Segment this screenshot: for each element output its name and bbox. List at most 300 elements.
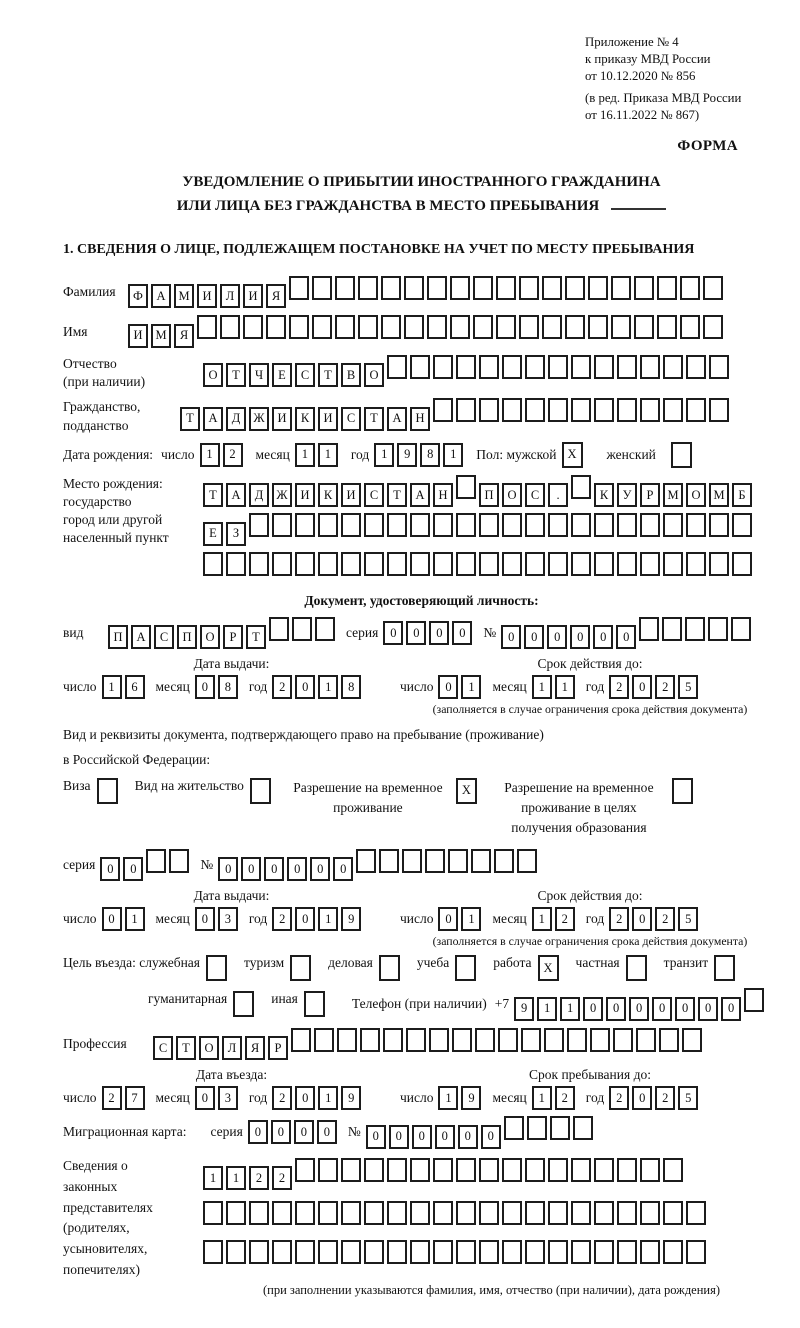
char-cell[interactable]: 5 [678, 675, 698, 699]
char-cell[interactable] [456, 1240, 476, 1264]
char-cell[interactable]: Р [268, 1036, 288, 1060]
char-cell[interactable] [542, 315, 562, 339]
char-cell[interactable] [617, 1158, 637, 1182]
char-cell[interactable]: Д [226, 407, 246, 431]
char-cell[interactable] [433, 552, 453, 576]
char-cell[interactable] [406, 1028, 426, 1052]
char-cell[interactable]: И [295, 483, 315, 507]
char-cell[interactable] [519, 315, 539, 339]
char-cell[interactable] [594, 398, 614, 422]
char-cell[interactable]: 0 [195, 675, 215, 699]
char-cell[interactable] [203, 1201, 223, 1225]
char-cell[interactable]: 0 [632, 675, 652, 699]
purpose-tourism-checkbox[interactable] [290, 955, 311, 981]
char-cell[interactable]: 0 [438, 675, 458, 699]
char-cell[interactable]: И [197, 284, 217, 308]
char-cell[interactable]: 2 [272, 1166, 292, 1190]
char-cell[interactable]: Я [174, 324, 194, 348]
purpose-business-checkbox[interactable] [379, 955, 400, 981]
char-cell[interactable] [527, 1116, 547, 1140]
visa-checkbox[interactable] [97, 778, 118, 804]
char-cell[interactable]: П [177, 625, 197, 649]
char-cell[interactable] [639, 617, 659, 641]
char-cell[interactable]: 0 [123, 857, 143, 881]
char-cell[interactable] [433, 1158, 453, 1182]
char-cell[interactable] [686, 398, 706, 422]
char-cell[interactable]: Ф [128, 284, 148, 308]
char-cell[interactable]: 1 [560, 997, 580, 1021]
char-cell[interactable] [314, 1028, 334, 1052]
char-cell[interactable]: Р [223, 625, 243, 649]
char-cell[interactable]: 0 [698, 997, 718, 1021]
char-cell[interactable] [450, 315, 470, 339]
char-cell[interactable]: 0 [406, 621, 426, 645]
char-cell[interactable] [318, 513, 338, 537]
char-cell[interactable] [571, 1201, 591, 1225]
char-cell[interactable]: 0 [271, 1120, 291, 1144]
purpose-transit-checkbox[interactable] [714, 955, 735, 981]
char-cell[interactable] [356, 849, 376, 873]
char-cell[interactable] [291, 1028, 311, 1052]
char-cell[interactable] [295, 1201, 315, 1225]
char-cell[interactable]: 3 [218, 1086, 238, 1110]
char-cell[interactable]: 2 [272, 1086, 292, 1110]
char-cell[interactable] [663, 1201, 683, 1225]
char-cell[interactable] [433, 398, 453, 422]
char-cell[interactable] [680, 276, 700, 300]
char-cell[interactable] [594, 1201, 614, 1225]
char-cell[interactable] [479, 1240, 499, 1264]
char-cell[interactable] [502, 1158, 522, 1182]
purpose-private-checkbox[interactable] [626, 955, 647, 981]
char-cell[interactable] [410, 355, 430, 379]
char-cell[interactable] [203, 552, 223, 576]
char-cell[interactable] [433, 355, 453, 379]
char-cell[interactable] [337, 1028, 357, 1052]
char-cell[interactable] [479, 513, 499, 537]
char-cell[interactable] [657, 315, 677, 339]
char-cell[interactable]: 1 [532, 1086, 552, 1110]
char-cell[interactable] [571, 355, 591, 379]
char-cell[interactable] [169, 849, 189, 873]
char-cell[interactable]: 0 [632, 907, 652, 931]
char-cell[interactable] [519, 276, 539, 300]
char-cell[interactable] [617, 398, 637, 422]
char-cell[interactable]: П [479, 483, 499, 507]
residence-permit-checkbox[interactable] [250, 778, 271, 804]
char-cell[interactable] [381, 276, 401, 300]
char-cell[interactable] [709, 513, 729, 537]
char-cell[interactable] [685, 617, 705, 641]
char-cell[interactable] [521, 1028, 541, 1052]
char-cell[interactable] [663, 513, 683, 537]
char-cell[interactable] [663, 1158, 683, 1182]
char-cell[interactable]: А [387, 407, 407, 431]
char-cell[interactable]: Т [176, 1036, 196, 1060]
char-cell[interactable] [567, 1028, 587, 1052]
char-cell[interactable]: 0 [438, 907, 458, 931]
char-cell[interactable] [404, 315, 424, 339]
char-cell[interactable]: 0 [248, 1120, 268, 1144]
char-cell[interactable]: 1 [461, 675, 481, 699]
char-cell[interactable] [686, 355, 706, 379]
char-cell[interactable] [496, 276, 516, 300]
char-cell[interactable] [197, 315, 217, 339]
char-cell[interactable]: 8 [420, 443, 440, 467]
char-cell[interactable] [571, 1240, 591, 1264]
char-cell[interactable]: И [272, 407, 292, 431]
char-cell[interactable]: 1 [226, 1166, 246, 1190]
char-cell[interactable] [387, 1201, 407, 1225]
char-cell[interactable] [594, 513, 614, 537]
char-cell[interactable]: 9 [397, 443, 417, 467]
char-cell[interactable]: 0 [652, 997, 672, 1021]
char-cell[interactable]: П [108, 625, 128, 649]
char-cell[interactable]: 1 [443, 443, 463, 467]
char-cell[interactable] [613, 1028, 633, 1052]
char-cell[interactable] [525, 1201, 545, 1225]
char-cell[interactable] [433, 1201, 453, 1225]
char-cell[interactable] [640, 1201, 660, 1225]
char-cell[interactable]: 0 [593, 625, 613, 649]
char-cell[interactable]: 8 [341, 675, 361, 699]
char-cell[interactable] [731, 617, 751, 641]
char-cell[interactable]: 5 [678, 1086, 698, 1110]
char-cell[interactable]: Т [318, 363, 338, 387]
char-cell[interactable]: 0 [295, 675, 315, 699]
char-cell[interactable] [383, 1028, 403, 1052]
purpose-humanitarian-checkbox[interactable] [233, 991, 254, 1017]
purpose-other-checkbox[interactable] [304, 991, 325, 1017]
char-cell[interactable]: 0 [721, 997, 741, 1021]
char-cell[interactable]: М [709, 483, 729, 507]
char-cell[interactable] [341, 1201, 361, 1225]
char-cell[interactable] [364, 1158, 384, 1182]
char-cell[interactable] [387, 513, 407, 537]
char-cell[interactable]: 0 [524, 625, 544, 649]
char-cell[interactable] [272, 1201, 292, 1225]
char-cell[interactable]: 0 [452, 621, 472, 645]
char-cell[interactable]: 2 [249, 1166, 269, 1190]
char-cell[interactable] [473, 276, 493, 300]
char-cell[interactable] [243, 315, 263, 339]
char-cell[interactable]: Н [433, 483, 453, 507]
purpose-official-checkbox[interactable] [206, 955, 227, 981]
char-cell[interactable]: Т [226, 363, 246, 387]
char-cell[interactable]: Л [220, 284, 240, 308]
char-cell[interactable] [475, 1028, 495, 1052]
char-cell[interactable] [289, 315, 309, 339]
char-cell[interactable]: 2 [555, 1086, 575, 1110]
char-cell[interactable] [364, 513, 384, 537]
char-cell[interactable]: 0 [616, 625, 636, 649]
char-cell[interactable]: 1 [438, 1086, 458, 1110]
char-cell[interactable]: 1 [374, 443, 394, 467]
char-cell[interactable] [381, 315, 401, 339]
char-cell[interactable] [708, 617, 728, 641]
char-cell[interactable] [617, 1201, 637, 1225]
temp-residence-checkbox[interactable]: X [456, 778, 477, 804]
char-cell[interactable]: С [364, 483, 384, 507]
char-cell[interactable] [663, 1240, 683, 1264]
char-cell[interactable] [456, 398, 476, 422]
char-cell[interactable] [387, 1158, 407, 1182]
char-cell[interactable]: С [341, 407, 361, 431]
char-cell[interactable] [744, 988, 764, 1012]
char-cell[interactable] [502, 1201, 522, 1225]
char-cell[interactable] [571, 398, 591, 422]
char-cell[interactable] [548, 398, 568, 422]
char-cell[interactable] [448, 849, 468, 873]
char-cell[interactable]: С [153, 1036, 173, 1060]
char-cell[interactable]: 2 [609, 1086, 629, 1110]
char-cell[interactable]: 0 [241, 857, 261, 881]
char-cell[interactable]: Н [410, 407, 430, 431]
char-cell[interactable]: 1 [532, 907, 552, 931]
char-cell[interactable] [686, 1240, 706, 1264]
char-cell[interactable]: 2 [609, 675, 629, 699]
char-cell[interactable] [496, 315, 516, 339]
char-cell[interactable]: 1 [532, 675, 552, 699]
char-cell[interactable] [479, 552, 499, 576]
char-cell[interactable]: 0 [481, 1125, 501, 1149]
char-cell[interactable]: 0 [389, 1125, 409, 1149]
char-cell[interactable] [611, 315, 631, 339]
temp-residence-edu-checkbox[interactable] [672, 778, 693, 804]
char-cell[interactable] [364, 1201, 384, 1225]
char-cell[interactable] [573, 1116, 593, 1140]
char-cell[interactable] [433, 513, 453, 537]
char-cell[interactable]: М [663, 483, 683, 507]
char-cell[interactable] [358, 315, 378, 339]
char-cell[interactable]: 1 [318, 1086, 338, 1110]
char-cell[interactable] [709, 398, 729, 422]
char-cell[interactable] [662, 617, 682, 641]
char-cell[interactable] [341, 513, 361, 537]
char-cell[interactable] [410, 552, 430, 576]
char-cell[interactable] [364, 552, 384, 576]
char-cell[interactable]: 0 [501, 625, 521, 649]
char-cell[interactable] [249, 1240, 269, 1264]
char-cell[interactable]: К [318, 483, 338, 507]
char-cell[interactable]: О [502, 483, 522, 507]
char-cell[interactable] [433, 1240, 453, 1264]
char-cell[interactable]: . [548, 483, 568, 507]
char-cell[interactable]: 9 [514, 997, 534, 1021]
char-cell[interactable] [636, 1028, 656, 1052]
char-cell[interactable]: М [151, 324, 171, 348]
char-cell[interactable]: И [341, 483, 361, 507]
char-cell[interactable] [402, 849, 422, 873]
char-cell[interactable] [659, 1028, 679, 1052]
char-cell[interactable]: Ч [249, 363, 269, 387]
char-cell[interactable]: 1 [318, 907, 338, 931]
char-cell[interactable]: 0 [195, 1086, 215, 1110]
char-cell[interactable]: Е [203, 522, 223, 546]
char-cell[interactable]: 0 [218, 857, 238, 881]
char-cell[interactable] [471, 849, 491, 873]
char-cell[interactable]: 1 [295, 443, 315, 467]
char-cell[interactable] [272, 513, 292, 537]
char-cell[interactable] [640, 355, 660, 379]
char-cell[interactable]: И [128, 324, 148, 348]
char-cell[interactable] [590, 1028, 610, 1052]
char-cell[interactable]: 0 [295, 907, 315, 931]
char-cell[interactable] [456, 513, 476, 537]
char-cell[interactable]: Б [732, 483, 752, 507]
char-cell[interactable] [358, 276, 378, 300]
char-cell[interactable]: Р [640, 483, 660, 507]
char-cell[interactable] [295, 513, 315, 537]
char-cell[interactable]: 2 [655, 1086, 675, 1110]
char-cell[interactable]: Т [364, 407, 384, 431]
char-cell[interactable]: 0 [675, 997, 695, 1021]
char-cell[interactable]: А [203, 407, 223, 431]
char-cell[interactable] [479, 355, 499, 379]
char-cell[interactable] [502, 513, 522, 537]
char-cell[interactable]: Л [222, 1036, 242, 1060]
char-cell[interactable] [502, 552, 522, 576]
char-cell[interactable]: И [318, 407, 338, 431]
char-cell[interactable] [360, 1028, 380, 1052]
char-cell[interactable] [594, 1240, 614, 1264]
char-cell[interactable]: Т [203, 483, 223, 507]
char-cell[interactable] [732, 513, 752, 537]
char-cell[interactable] [525, 1158, 545, 1182]
char-cell[interactable] [686, 552, 706, 576]
char-cell[interactable]: О [200, 625, 220, 649]
char-cell[interactable] [502, 398, 522, 422]
char-cell[interactable]: 2 [655, 675, 675, 699]
char-cell[interactable]: 2 [272, 907, 292, 931]
char-cell[interactable]: 0 [333, 857, 353, 881]
char-cell[interactable] [640, 398, 660, 422]
char-cell[interactable] [548, 1158, 568, 1182]
char-cell[interactable] [289, 276, 309, 300]
char-cell[interactable]: 9 [461, 1086, 481, 1110]
char-cell[interactable] [504, 1116, 524, 1140]
char-cell[interactable]: 1 [125, 907, 145, 931]
char-cell[interactable] [315, 617, 335, 641]
char-cell[interactable] [634, 315, 654, 339]
char-cell[interactable] [456, 1201, 476, 1225]
char-cell[interactable] [686, 1201, 706, 1225]
char-cell[interactable] [473, 315, 493, 339]
char-cell[interactable] [640, 1158, 660, 1182]
char-cell[interactable] [249, 1201, 269, 1225]
char-cell[interactable] [226, 552, 246, 576]
char-cell[interactable]: С [154, 625, 174, 649]
char-cell[interactable]: 0 [570, 625, 590, 649]
char-cell[interactable] [427, 276, 447, 300]
char-cell[interactable] [479, 1201, 499, 1225]
char-cell[interactable] [249, 552, 269, 576]
char-cell[interactable] [502, 1240, 522, 1264]
char-cell[interactable] [709, 355, 729, 379]
sex-female-checkbox[interactable] [671, 442, 692, 468]
char-cell[interactable]: 0 [547, 625, 567, 649]
char-cell[interactable]: 0 [606, 997, 626, 1021]
char-cell[interactable] [456, 1158, 476, 1182]
char-cell[interactable] [272, 552, 292, 576]
char-cell[interactable] [525, 398, 545, 422]
char-cell[interactable] [565, 315, 585, 339]
char-cell[interactable]: 0 [287, 857, 307, 881]
char-cell[interactable]: 0 [100, 857, 120, 881]
char-cell[interactable] [266, 315, 286, 339]
char-cell[interactable]: С [525, 483, 545, 507]
char-cell[interactable]: 0 [295, 1086, 315, 1110]
char-cell[interactable]: 9 [341, 907, 361, 931]
char-cell[interactable] [663, 398, 683, 422]
char-cell[interactable]: 1 [318, 675, 338, 699]
char-cell[interactable] [387, 1240, 407, 1264]
char-cell[interactable] [703, 276, 723, 300]
char-cell[interactable] [146, 849, 166, 873]
char-cell[interactable] [542, 276, 562, 300]
char-cell[interactable] [410, 513, 430, 537]
char-cell[interactable]: С [295, 363, 315, 387]
char-cell[interactable] [548, 552, 568, 576]
char-cell[interactable] [410, 1201, 430, 1225]
char-cell[interactable]: Е [272, 363, 292, 387]
char-cell[interactable]: 0 [429, 621, 449, 645]
char-cell[interactable]: 0 [264, 857, 284, 881]
char-cell[interactable]: 6 [125, 675, 145, 699]
char-cell[interactable] [709, 552, 729, 576]
char-cell[interactable]: 0 [583, 997, 603, 1021]
char-cell[interactable] [364, 1240, 384, 1264]
char-cell[interactable] [663, 355, 683, 379]
char-cell[interactable] [341, 1240, 361, 1264]
char-cell[interactable]: 0 [195, 907, 215, 931]
char-cell[interactable]: 0 [435, 1125, 455, 1149]
char-cell[interactable] [452, 1028, 472, 1052]
char-cell[interactable]: Т [180, 407, 200, 431]
char-cell[interactable] [657, 276, 677, 300]
char-cell[interactable]: 0 [632, 1086, 652, 1110]
char-cell[interactable] [410, 1158, 430, 1182]
sex-male-checkbox[interactable]: X [562, 442, 583, 468]
char-cell[interactable] [203, 1240, 223, 1264]
char-cell[interactable]: 0 [383, 621, 403, 645]
char-cell[interactable] [341, 552, 361, 576]
char-cell[interactable] [249, 513, 269, 537]
char-cell[interactable] [594, 1158, 614, 1182]
char-cell[interactable] [479, 398, 499, 422]
char-cell[interactable] [548, 355, 568, 379]
char-cell[interactable] [410, 1240, 430, 1264]
char-cell[interactable]: 1 [203, 1166, 223, 1190]
char-cell[interactable]: К [295, 407, 315, 431]
char-cell[interactable] [479, 1158, 499, 1182]
char-cell[interactable] [617, 552, 637, 576]
char-cell[interactable]: А [410, 483, 430, 507]
char-cell[interactable] [571, 1158, 591, 1182]
char-cell[interactable] [682, 1028, 702, 1052]
char-cell[interactable] [318, 1240, 338, 1264]
char-cell[interactable] [450, 276, 470, 300]
char-cell[interactable] [594, 552, 614, 576]
char-cell[interactable]: 3 [218, 907, 238, 931]
char-cell[interactable]: И [243, 284, 263, 308]
char-cell[interactable]: 0 [412, 1125, 432, 1149]
char-cell[interactable]: А [131, 625, 151, 649]
char-cell[interactable] [732, 552, 752, 576]
char-cell[interactable] [544, 1028, 564, 1052]
char-cell[interactable] [494, 849, 514, 873]
char-cell[interactable] [341, 1158, 361, 1182]
